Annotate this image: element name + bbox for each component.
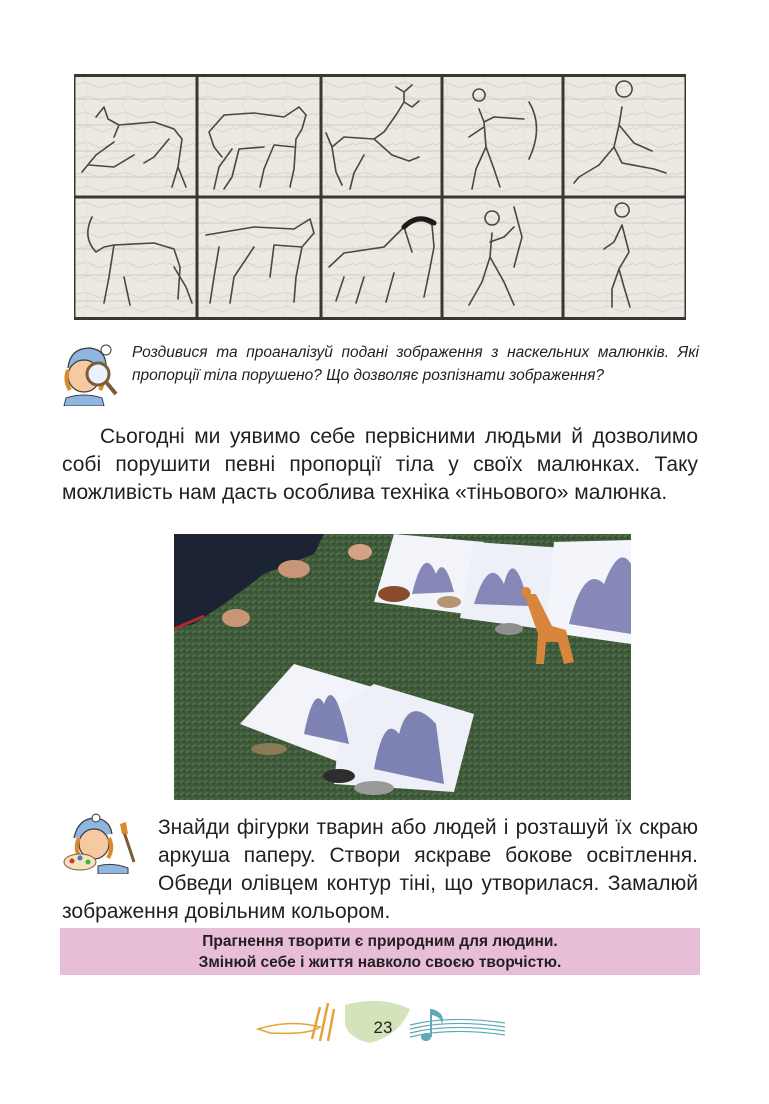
figurine-rhino — [354, 781, 394, 795]
figurine-horse — [378, 586, 410, 602]
figurine-deer — [437, 596, 461, 608]
activity-text-content: Знайди фігурки тварин або людей і розташуй їх скраю аркуша паперу. Створи яскраве бокове освітлення. Обведи олівцем контур тіні, що утворилася. Замалюй зображення довільним кольором. — [62, 816, 698, 923]
figurine-elephant — [323, 769, 355, 783]
quote-line-2: Змінюй себе і життя навколо своєю творчістю. — [198, 954, 562, 971]
brushes-icon — [312, 1003, 334, 1041]
magnifier-boy-icon — [54, 340, 124, 406]
quote-box — [60, 928, 700, 975]
rock-art-grid — [74, 74, 686, 320]
intro-paragraph: Сьогодні ми уявимо себе первісними людьми й дозволимо собі порушити певні пропорції тіла у своїх малюнках. Таку можливість нам дасть особлива техніка «тіньового» малюнка. — [62, 425, 698, 504]
quote-line-1: Прагнення творити є природним для людини. — [202, 933, 558, 950]
figurine-wolf — [495, 623, 523, 635]
icon-spacer — [62, 814, 158, 898]
rock-art-drawings — [74, 77, 686, 317]
page-number: 23 — [373, 1018, 393, 1037]
figurine-dog — [251, 743, 287, 755]
activity-text — [62, 814, 698, 926]
shadow-drawing-photo — [174, 534, 631, 800]
music-note-icon — [421, 1009, 443, 1041]
task-prompt-text: Роздивися та проаналізуй подані зображення з наскельних малюнків. Які пропорції тіла порушено? Що дозволяє розпізнати зображення? — [132, 344, 699, 384]
